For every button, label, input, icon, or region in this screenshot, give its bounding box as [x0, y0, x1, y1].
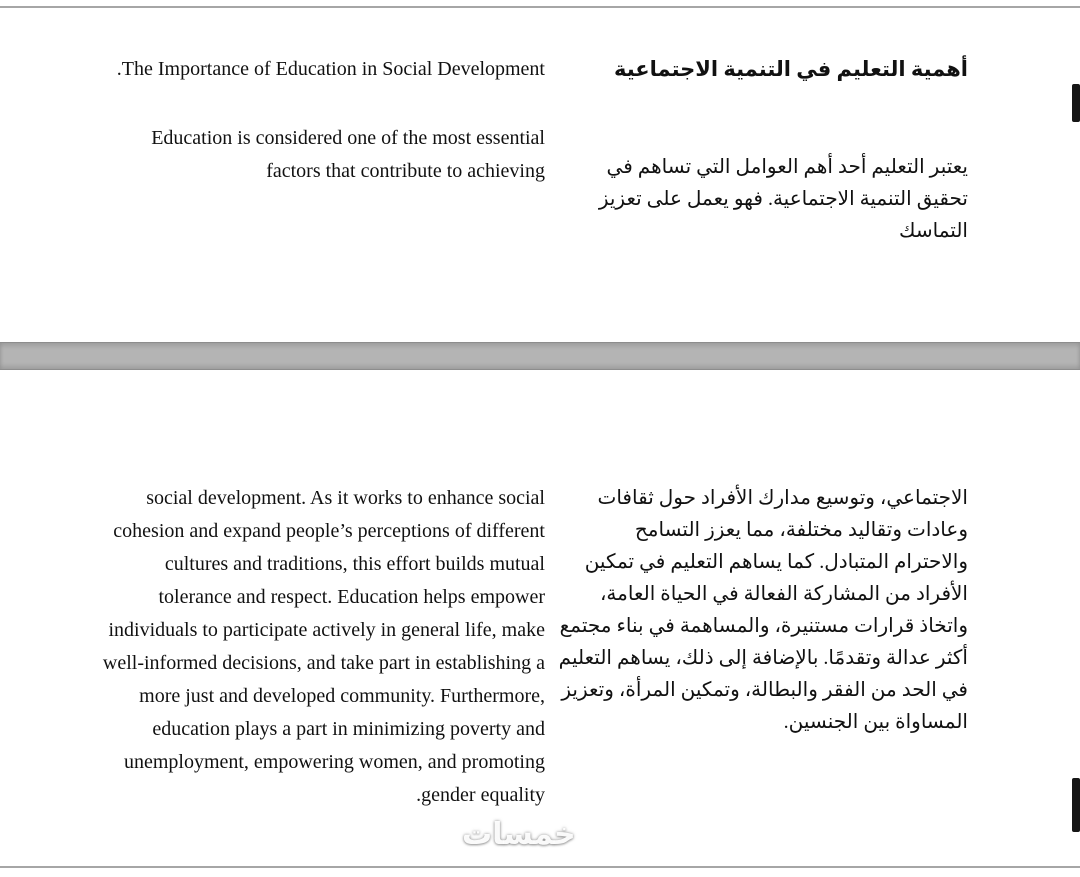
arabic-column-page-1	[556, 53, 968, 247]
scrollbar-thumb-top[interactable]	[1072, 84, 1080, 122]
arabic-paragraph-page-1: يعتبر التعليم أحد أهم العوامل التي تساهم في تحقيق التنمية الاجتماعية. فهو يعمل على تعزيز التماسك	[598, 156, 968, 242]
page-edge-bottom	[0, 866, 1080, 873]
english-title: The Importance of Education in Social Development.	[116, 58, 545, 80]
arabic-column-page-2	[556, 482, 968, 812]
page-1	[0, 8, 1080, 342]
page-1-columns	[0, 8, 1080, 247]
arabic-title: أهمية التعليم في التنمية الاجتماعية	[613, 57, 968, 81]
khamsat-watermark: خمسات	[462, 817, 576, 852]
page-2	[0, 370, 1080, 866]
scrollbar-thumb-bottom[interactable]	[1072, 778, 1080, 832]
page-edge-top	[0, 0, 1080, 8]
english-column-page-2	[98, 482, 545, 812]
page-2-columns	[0, 370, 1080, 812]
english-paragraph-page-1: Education is considered one of the most essential factors that contribute to achieving	[151, 127, 545, 182]
english-column-page-1	[98, 53, 545, 247]
page-gap	[0, 342, 1080, 370]
arabic-paragraph-page-2: الاجتماعي، وتوسيع مدارك الأفراد حول ثقافات وعادات وتقاليد مختلفة، مما يعزز التسامح والاحترام المتبادل. كما يساهم التعليم في تمكين الأفراد من المشاركة الفعالة في الحياة العامة، واتخاذ قرارات مستنيرة، والمساهمة في بناء مجتمع أكثر عدالة وتقدمًا. بالإضافة إلى ذلك، يساهم التعليم في الحد من الفقر والبطالة، وتمكين المرأة، وتعزيز المساواة بين الجنسين.	[558, 487, 968, 733]
english-paragraph-page-2: social development. As it works to enhance social cohesion and expand people’s perceptions of different cultures and traditions, this effort builds mutual tolerance and respect. Education helps empower individuals to participate actively in general life, make well-informed decisions, and take part in establishing a more just and developed community. Furthermore, education plays a part in minimizing poverty and unemployment, empowering women, and promoting gender equality.	[102, 487, 545, 806]
